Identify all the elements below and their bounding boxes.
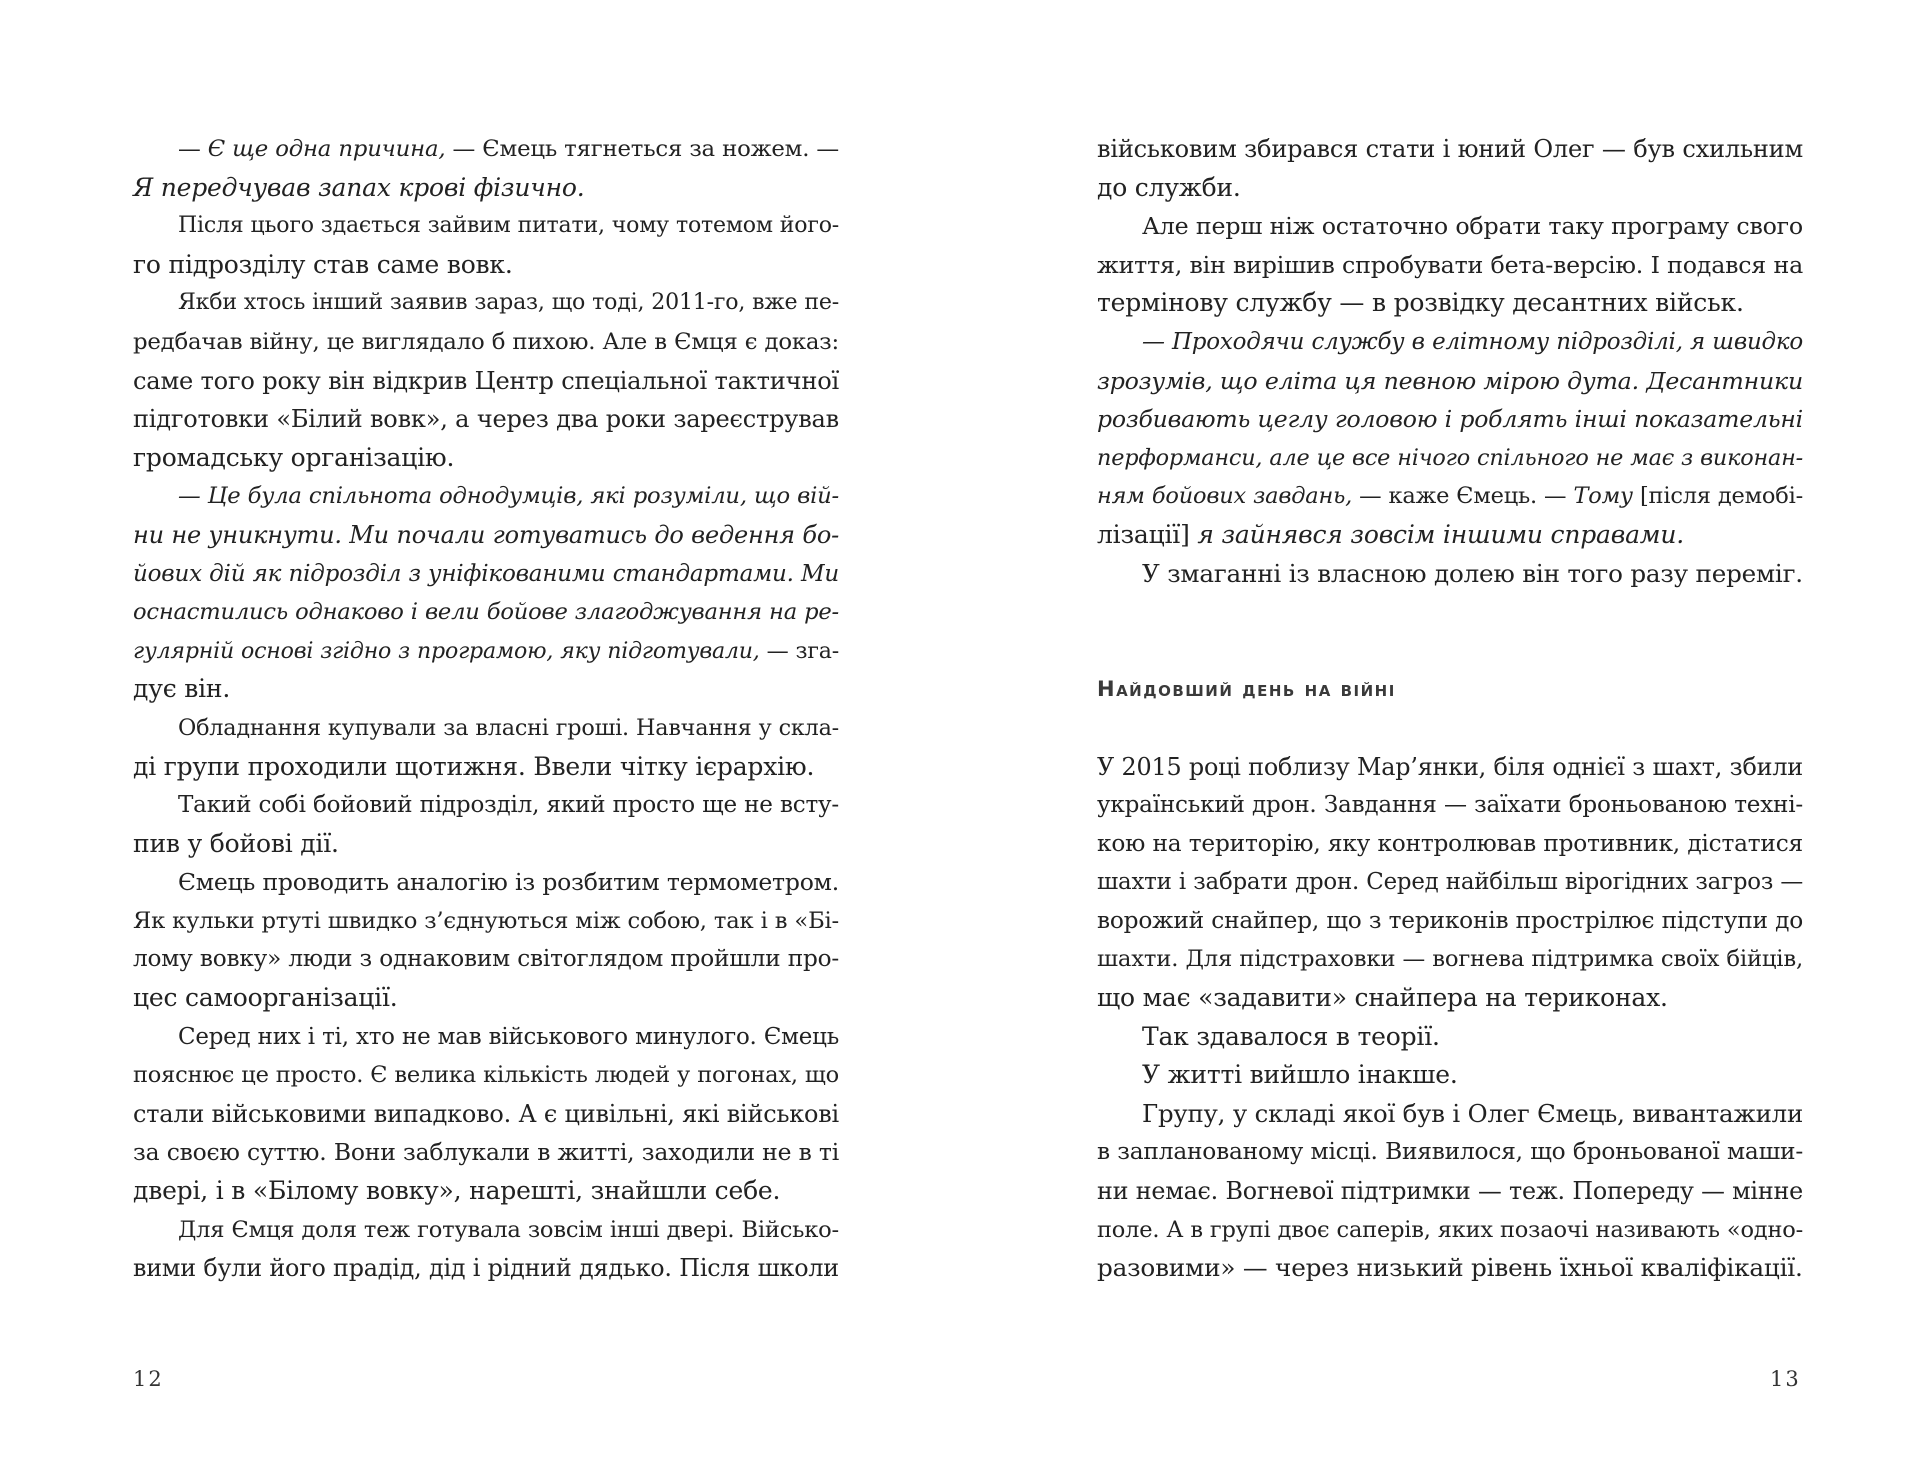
text-segment: У житті вийшло інакше. xyxy=(1142,1060,1458,1090)
text-segment: разовими» — через низький рівень їхньої кваліфікації. xyxy=(1097,1253,1803,1283)
text-segment: що має «задавити» снайпера на териконах. xyxy=(1097,983,1668,1013)
text-line xyxy=(1097,169,1803,208)
page-number-left: 12 xyxy=(133,1367,164,1391)
blank-line xyxy=(1097,709,1803,748)
text-segment: пив у бойові дії. xyxy=(133,828,339,858)
text-segment: У 2015 році поблизу Мар’янки, біля однієї з шахт, збили xyxy=(1097,752,1803,781)
text-line xyxy=(133,902,839,941)
italic-text: Я передчував запах крові фізично. xyxy=(133,172,585,202)
text-segment: саме того року він відкрив Центр спеціальної тактичної xyxy=(133,366,839,395)
text-line xyxy=(1097,284,1803,323)
text-line xyxy=(1097,246,1803,285)
text-segment: громадську організацію. xyxy=(133,442,455,472)
text-segment: термінову службу — в розвідку десантних військ. xyxy=(1097,288,1744,318)
text-segment: редбачав війну, це виглядало б пихою. Але в Ємця є доказ: xyxy=(133,328,839,355)
text-segment: — Ємець тягнеться за ножем. — xyxy=(445,136,839,162)
text-line xyxy=(133,516,839,555)
text-segment: український дрон. Завдання — заїхати броньованою техні- xyxy=(1097,792,1803,819)
text-segment: за своєю суттю. Вони заблукали в житті, заходили не в ті xyxy=(133,1138,839,1167)
text-segment: Так здавалося в теорії. xyxy=(1142,1021,1440,1051)
italic-text: зрозумів, що еліта ця певною мірою дута. Десантники xyxy=(1097,366,1803,395)
page-number-right: 13 xyxy=(1770,1367,1801,1391)
blank-line xyxy=(1097,632,1803,671)
text-segment: Групу, у складі якої був і Олег Ємець, вивантажили xyxy=(1142,1098,1803,1128)
text-segment: військовим збирався стати і юний Олег — був схильним xyxy=(1097,135,1803,163)
italic-text: йових дій як підрозділ з уніфікованими стандартами. Ми xyxy=(133,560,839,587)
italic-text: перформанси, але це все нічого спільного не має з виконан- xyxy=(1097,444,1803,471)
text-segment: в запланованому місці. Виявилося, що броньованої маши- xyxy=(1097,1138,1803,1166)
italic-text: Тому xyxy=(1573,483,1633,510)
italic-text: — Проходячи службу в елітному підрозділі, я швидко xyxy=(1142,328,1803,355)
text-line xyxy=(133,748,839,787)
italic-text: розбивають цеглу головою і роблять інші показательні xyxy=(1097,405,1803,434)
text-line xyxy=(1097,825,1803,864)
text-segment: [після демобі- xyxy=(1632,483,1803,510)
text-line xyxy=(133,670,839,709)
text-line xyxy=(133,555,839,594)
text-segment: ворожий снайпер, що з териконів прострілює підступи до xyxy=(1097,906,1803,934)
italic-text: — Це була спільнота однодумців, які розуміли, що вій- xyxy=(178,483,839,510)
text-line xyxy=(1097,207,1803,246)
text-line xyxy=(133,169,839,208)
section-heading: Найдовший день на війні xyxy=(1097,677,1396,702)
text-segment: Серед них і ті, хто не мав військового минулого. Ємець xyxy=(178,1023,839,1050)
text-segment: Якби хтось інший заявив зараз, що тоді, 2011-го, вже пе- xyxy=(178,290,839,316)
text-line xyxy=(133,1172,839,1211)
italic-text: я зайнявся зовсім іншими справами. xyxy=(1197,519,1684,549)
text-segment: ді групи проходили щотижня. Ввели чітку ієрархію. xyxy=(133,751,815,781)
text-line xyxy=(1097,902,1803,941)
text-line xyxy=(1097,1249,1803,1288)
text-segment: — зга- xyxy=(759,637,839,664)
text-line xyxy=(133,632,839,671)
text-line xyxy=(133,940,839,979)
text-line xyxy=(1097,516,1803,555)
text-line xyxy=(133,284,839,323)
text-segment: пояснює це просто. Є велика кількість людей у погонах, що xyxy=(133,1062,839,1089)
text-segment: Як кульки ртуті швидко з’єднуються між собою, так і в «Бі- xyxy=(133,907,839,934)
italic-text: ни не уникнути. Ми почали готуватись до ведення бо- xyxy=(133,520,839,549)
text-line xyxy=(1097,1095,1803,1134)
text-line xyxy=(1097,555,1803,594)
text-line xyxy=(1097,940,1803,979)
text-line xyxy=(1097,323,1803,362)
text-line xyxy=(1097,1211,1803,1250)
text-line xyxy=(133,246,839,285)
text-line xyxy=(133,1211,839,1250)
text-line xyxy=(133,439,839,478)
text-segment: У змаганні із власною долею він того разу переміг. xyxy=(1142,558,1803,588)
text-segment: Після цього здається зайвим питати, чому тотемом його- xyxy=(178,213,839,239)
text-line xyxy=(133,825,839,864)
italic-text: оснастились однаково і вели бойове злагоджування на ре- xyxy=(133,599,839,626)
text-line xyxy=(133,323,839,362)
text-line xyxy=(1097,439,1803,478)
text-line xyxy=(133,593,839,632)
text-segment: лому вовку» люди з однаковим світоглядом пройшли про- xyxy=(133,945,839,973)
text-segment: до служби. xyxy=(1097,172,1241,202)
text-segment: дує він. xyxy=(133,674,231,704)
text-line xyxy=(133,1249,839,1288)
text-segment: го підрозділу став саме вовк. xyxy=(133,249,513,279)
text-line xyxy=(1097,979,1803,1018)
text-segment: Обладнання купували за власні гроші. Навчання у скла- xyxy=(178,714,839,741)
text-segment: Ємець проводить аналогію із розбитим термометром. xyxy=(178,868,839,897)
text-line xyxy=(1097,1018,1803,1057)
text-line xyxy=(133,786,839,825)
text-line xyxy=(133,477,839,516)
text-segment: ни немає. Вогневої підтримки — теж. Попереду — мінне xyxy=(1097,1177,1803,1206)
text-segment: лізації] xyxy=(1097,519,1198,549)
text-segment: цес самоорганізації. xyxy=(133,983,398,1013)
text-line xyxy=(1097,130,1803,169)
italic-text: ням бойових завдань, xyxy=(1097,483,1353,510)
text-line xyxy=(133,709,839,748)
text-line xyxy=(1097,863,1803,902)
text-line xyxy=(133,130,839,169)
text-segment: двері, і в «Білому вовку», нарешті, знайшли себе. xyxy=(133,1176,781,1206)
text-line xyxy=(1097,400,1803,439)
text-line xyxy=(133,362,839,401)
text-segment: шахти і забрати дрон. Серед найбільш вірогідних загроз — xyxy=(1097,869,1803,896)
left-page xyxy=(133,130,839,1288)
text-line xyxy=(133,1018,839,1057)
text-line xyxy=(1097,362,1803,401)
text-line xyxy=(1097,477,1803,516)
text-line xyxy=(1097,1172,1803,1211)
text-line xyxy=(1097,1133,1803,1172)
blank-line xyxy=(1097,593,1803,632)
right-page xyxy=(1097,130,1803,1288)
text-segment: життя, він вирішив спробувати бета-версію. І подався на xyxy=(1097,250,1803,279)
text-line xyxy=(133,400,839,439)
text-segment: Але перш ніж остаточно обрати таку програму свого xyxy=(1142,212,1803,241)
text-line xyxy=(133,1133,839,1172)
text-segment: — каже Ємець. — xyxy=(1352,483,1574,510)
text-segment: кою на територію, яку контролював противник, дістатися xyxy=(1097,829,1803,857)
text-segment: поле. А в групі двоє саперів, яких позаочі називають «одно- xyxy=(1097,1216,1803,1243)
text-line xyxy=(133,979,839,1018)
text-line xyxy=(1097,1056,1803,1095)
text-segment: вими були його прадід, дід і рідний дядько. Після школи xyxy=(133,1254,839,1283)
text-line xyxy=(133,863,839,902)
text-line xyxy=(133,207,839,246)
text-segment: — xyxy=(178,136,208,162)
text-segment: Для Ємця доля теж готувала зовсім інші двері. Військо- xyxy=(178,1216,839,1243)
text-line xyxy=(133,1056,839,1095)
text-segment: Такий собі бойовий підрозділ, який просто ще не всту- xyxy=(178,792,839,819)
text-line xyxy=(133,1095,839,1134)
text-segment: шахти. Для підстраховки — вогнева підтримка своїх бійців, xyxy=(1097,946,1803,973)
italic-text: гулярній основі згідно з програмою, яку підготували, xyxy=(133,637,760,664)
text-line xyxy=(1097,786,1803,825)
text-segment: стали військовими випадково. А є цивільні, які військові xyxy=(133,1099,839,1128)
text-line xyxy=(1097,748,1803,787)
italic-text: Є ще одна причина, xyxy=(207,136,446,162)
text-segment: підготовки «Білий вовк», а через два роки зареєстрував xyxy=(133,405,839,434)
